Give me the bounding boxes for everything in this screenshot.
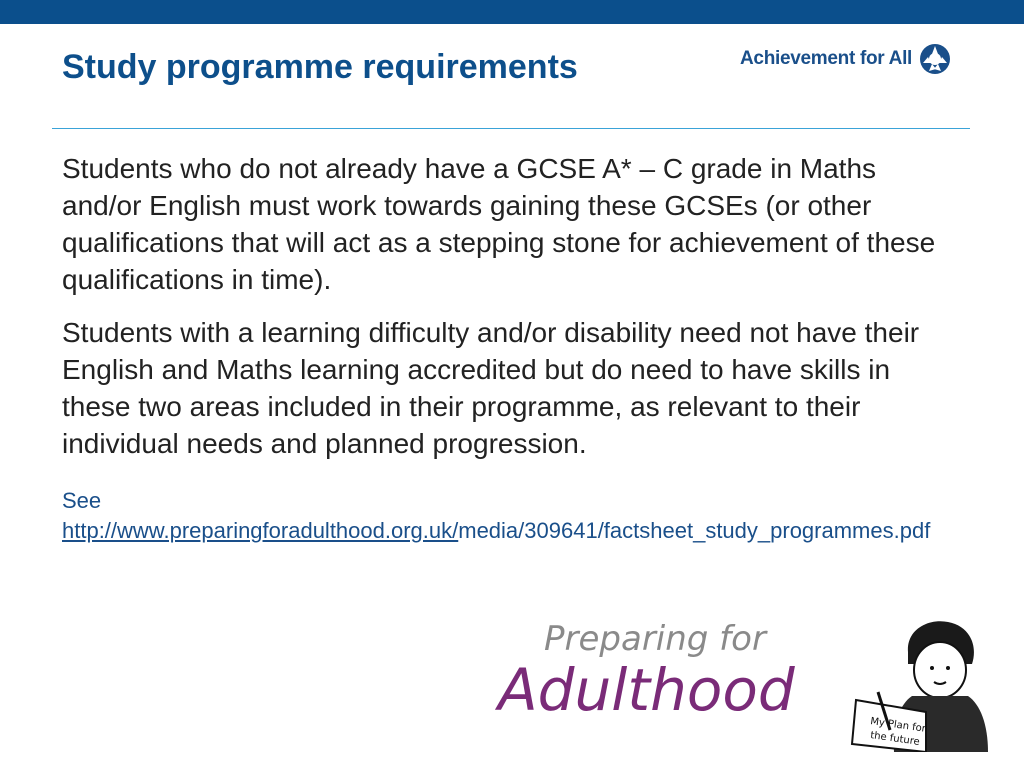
paragraph-gcse: Students who do not already have a GCSE A* – C grade in Maths and/or English must work towards gaining these GCSEs (or other qualifications that will act as a stepping stone for achievement of these qualifications in time).: [62, 153, 936, 295]
paragraph-disability: Students with a learning difficulty and/or disability need not have their English and Maths learning accredited but do need to have skills in these two areas included in their programme, as relevant to their individual needs and planned progression.: [62, 317, 920, 459]
brand-name: Achievement for All: [740, 48, 913, 69]
brand-logo: [740, 42, 952, 76]
person-sketch-illustration: [848, 612, 1004, 752]
reference-link-rest: media/309641/factsheet_study_programmes.pdf: [458, 518, 931, 543]
reference: [62, 486, 942, 546]
slide-content: [62, 150, 942, 546]
sketch-caption-line-2: the future: [869, 730, 921, 748]
logo-line-2: Adulthood: [498, 656, 795, 722]
page-title: Study programme requirements: [62, 48, 578, 86]
reference-link[interactable]: http://www.preparingforadulthood.org.uk/: [62, 518, 459, 543]
see-label: See: [62, 488, 102, 513]
sketch-caption-line-1: My Plan for: [869, 716, 927, 735]
top-bar: [0, 0, 1024, 24]
logo-line-1: Preparing for: [544, 619, 766, 659]
achievement-star-icon: [918, 42, 952, 76]
header-divider: [52, 128, 970, 129]
preparing-for-adulthood-logo: [492, 612, 832, 722]
